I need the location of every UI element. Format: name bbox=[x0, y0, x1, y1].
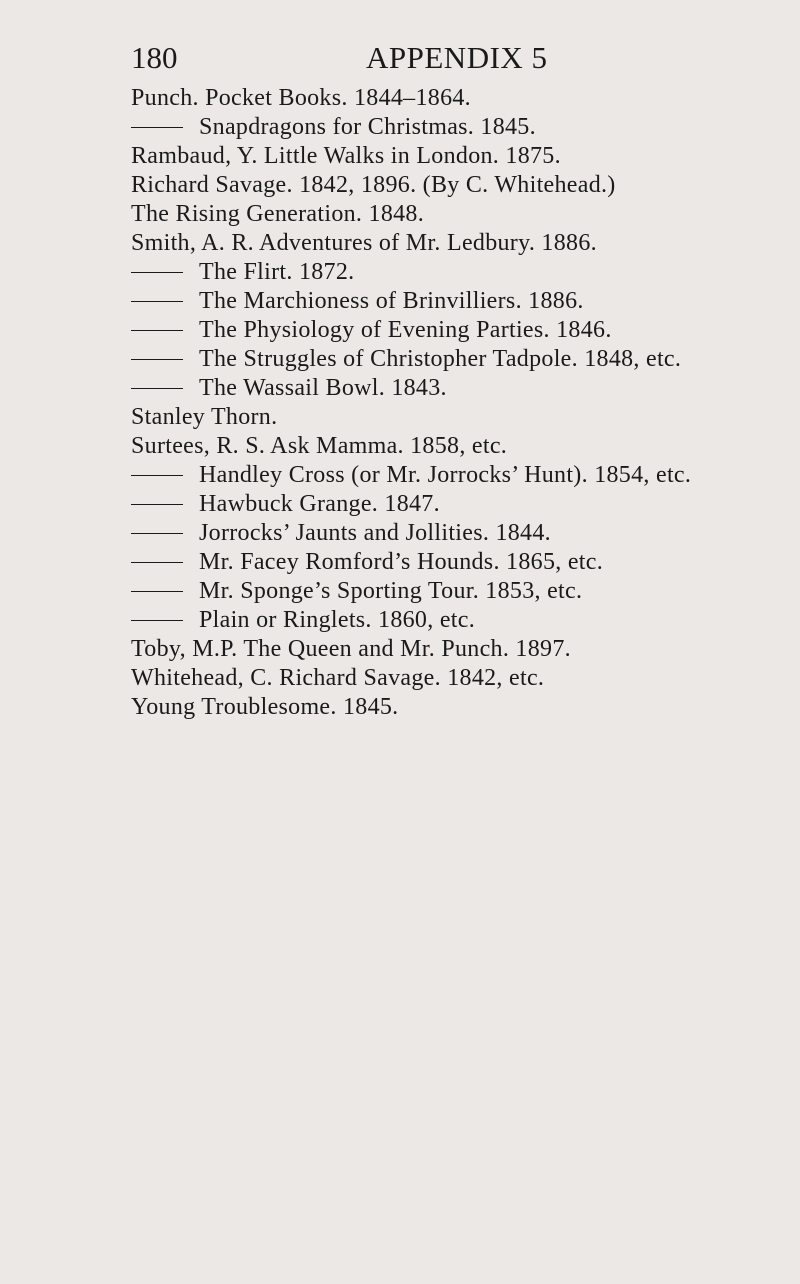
ditto-dash bbox=[131, 533, 183, 534]
entry-text: The Marchioness of Brinvilliers. 1886. bbox=[199, 288, 584, 314]
list-item bbox=[131, 171, 791, 200]
list-item bbox=[131, 287, 791, 316]
list-item bbox=[131, 113, 791, 142]
entry-text: The Rising Generation. 1848. bbox=[131, 201, 425, 227]
entry-text: Snapdragons for Christmas. 1845. bbox=[199, 114, 536, 140]
entry-text: Mr. Sponge’s Sporting Tour. 1853, etc. bbox=[199, 578, 583, 604]
entry-text: The Flirt. 1872. bbox=[199, 259, 355, 285]
entry-text: Toby, M.P. The Queen and Mr. Punch. 1897. bbox=[131, 636, 571, 662]
entry-text: Surtees, R. S. Ask Mamma. 1858, etc. bbox=[131, 433, 508, 459]
entry-text: Mr. Facey Romford’s Hounds. 1865, etc. bbox=[199, 549, 604, 575]
list-item bbox=[131, 84, 791, 113]
entry-text: Jorrocks’ Jaunts and Jollities. 1844. bbox=[199, 520, 551, 546]
entry-text: Whitehead, C. Richard Savage. 1842, etc. bbox=[131, 665, 545, 691]
ditto-dash bbox=[131, 620, 183, 621]
ditto-dash bbox=[131, 475, 183, 476]
ditto-dash bbox=[131, 388, 183, 389]
list-item bbox=[131, 577, 791, 606]
list-item bbox=[131, 142, 791, 171]
ditto-dash bbox=[131, 330, 183, 331]
list-item bbox=[131, 635, 791, 664]
list-item bbox=[131, 490, 791, 519]
list-item bbox=[131, 606, 791, 635]
ditto-dash bbox=[131, 359, 183, 360]
list-item bbox=[131, 345, 791, 374]
entry-text: Hawbuck Grange. 1847. bbox=[199, 491, 440, 517]
ditto-dash bbox=[131, 562, 183, 563]
list-item bbox=[131, 200, 791, 229]
entry-text: Handley Cross (or Mr. Jorrocks’ Hunt). 1854, etc. bbox=[199, 462, 692, 488]
entry-text: The Physiology of Evening Parties. 1846. bbox=[199, 317, 612, 343]
list-item bbox=[131, 316, 791, 345]
ditto-dash bbox=[131, 504, 183, 505]
entry-text: Plain or Ringlets. 1860, etc. bbox=[199, 607, 476, 633]
list-item bbox=[131, 664, 791, 693]
entry-text: The Struggles of Christopher Tadpole. 1848, etc. bbox=[199, 346, 682, 372]
entry-text: Stanley Thorn. bbox=[131, 404, 278, 430]
page-header bbox=[131, 38, 710, 78]
ditto-dash bbox=[131, 591, 183, 592]
entry-text: Richard Savage. 1842, 1896. (By C. Whitehead.) bbox=[131, 172, 616, 198]
list-item bbox=[131, 432, 791, 461]
running-title: APPENDIX 5 bbox=[366, 40, 548, 75]
list-item bbox=[131, 548, 791, 577]
list-item bbox=[131, 403, 791, 432]
page-number: 180 bbox=[131, 40, 178, 75]
bibliography-list bbox=[131, 84, 791, 722]
entry-text: Young Troublesome. 1845. bbox=[131, 694, 399, 720]
ditto-dash bbox=[131, 272, 183, 273]
entry-text: The Wassail Bowl. 1843. bbox=[199, 375, 447, 401]
list-item bbox=[131, 229, 791, 258]
entry-text: Punch. Pocket Books. 1844–1864. bbox=[131, 85, 471, 111]
entry-text: Smith, A. R. Adventures of Mr. Ledbury. 1886. bbox=[131, 230, 597, 256]
list-item bbox=[131, 461, 791, 490]
ditto-dash bbox=[131, 127, 183, 128]
list-item bbox=[131, 519, 791, 548]
list-item bbox=[131, 693, 791, 722]
ditto-dash bbox=[131, 301, 183, 302]
list-item bbox=[131, 374, 791, 403]
list-item bbox=[131, 258, 791, 287]
entry-text: Rambaud, Y. Little Walks in London. 1875. bbox=[131, 143, 561, 169]
